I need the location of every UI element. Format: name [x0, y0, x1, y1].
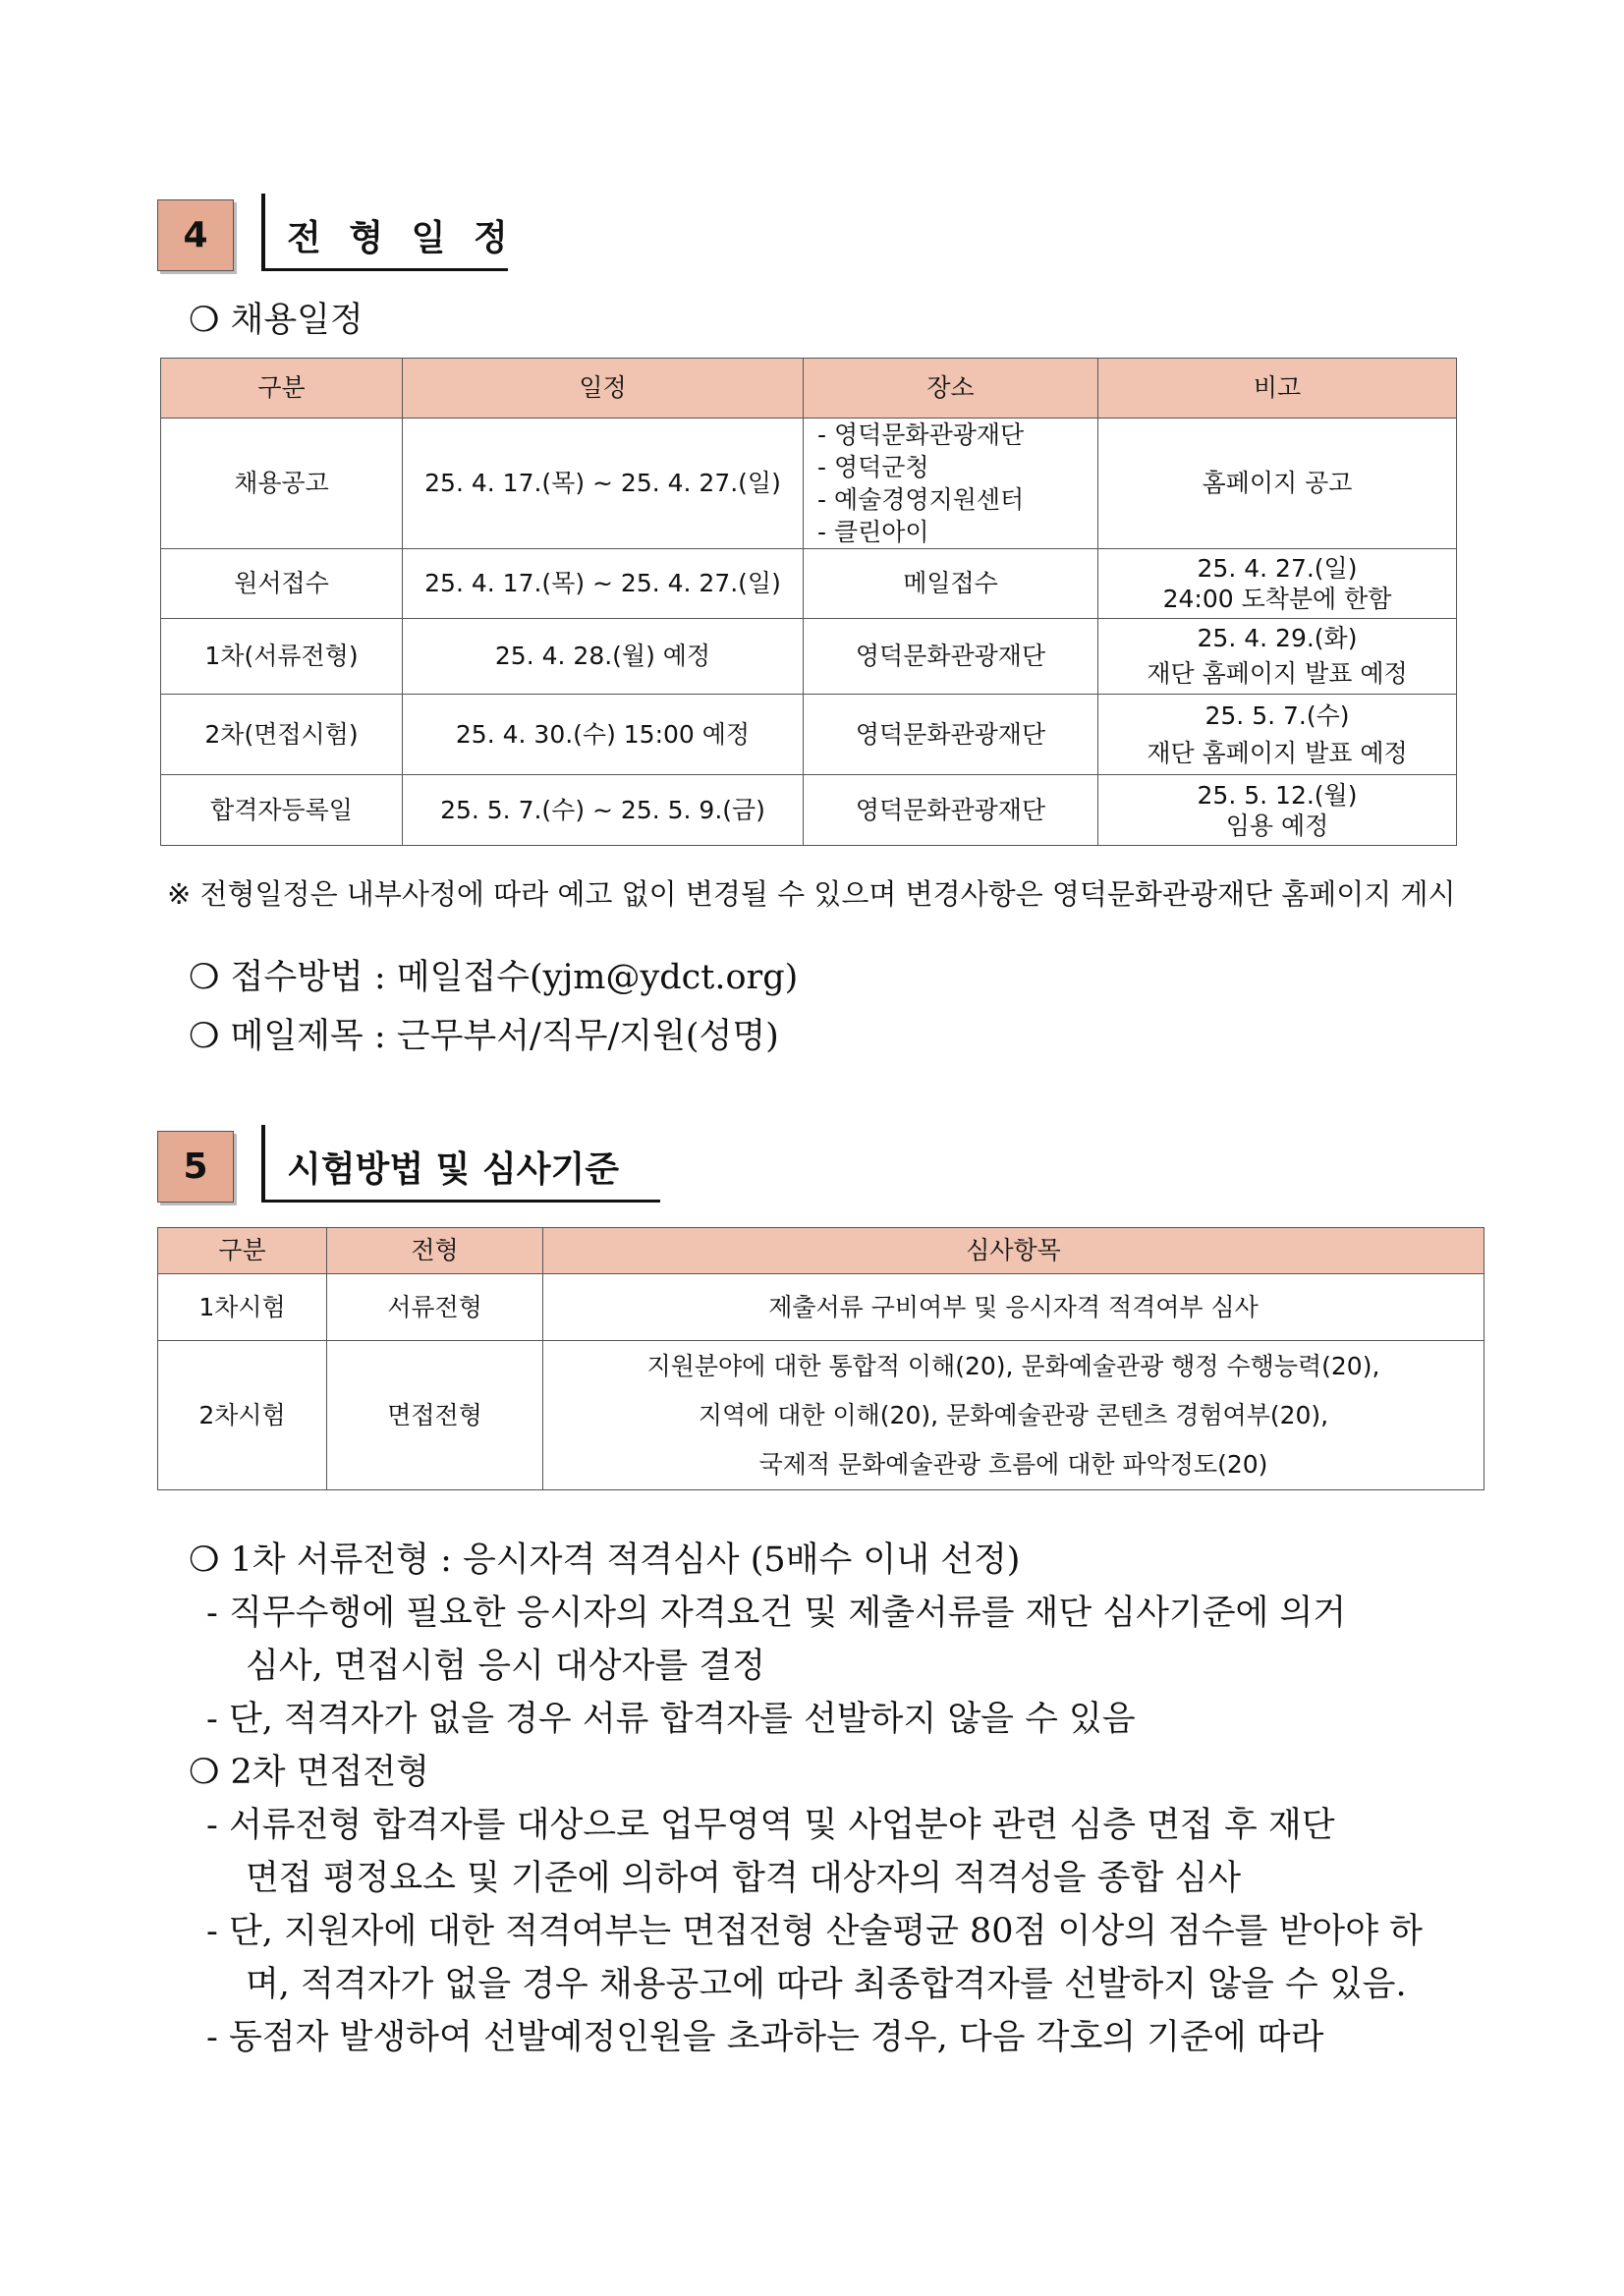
- schedule-note: [1098, 549, 1457, 619]
- note-line: 재단 홈페이지 발표 예정: [1147, 659, 1408, 688]
- note-line: 25. 5. 7.(수): [1204, 700, 1350, 730]
- schedule-category: 1차(서류전형): [161, 619, 403, 695]
- first-screening-note: - 단, 적격자가 없을 경우 서류 합격자를 선발하지 않을 수 있음: [206, 1700, 1136, 1739]
- schedule-place: 영덕문화관광재단: [804, 695, 1098, 775]
- section-4-title-underline: [261, 268, 508, 271]
- note-line: 임용 예정: [1225, 811, 1329, 840]
- schedule-note: [1098, 419, 1457, 549]
- evaluation-type: 면접전형: [327, 1341, 543, 1490]
- section-4-title: 전 형 일 정: [287, 218, 516, 258]
- schedule-note: [1098, 775, 1457, 846]
- place-line: - 클린아이: [817, 518, 929, 546]
- schedule-note: [1098, 619, 1457, 695]
- schedule-place: 영덕문화관광재단: [804, 775, 1098, 846]
- table-row: [161, 619, 1457, 695]
- schedule-header-place: 장소: [804, 359, 1098, 419]
- first-screening-detail: - 직무수행에 필요한 응시자의 자격요건 및 제출서류를 재단 심사기준에 의거: [206, 1594, 1347, 1633]
- application-method: ❍ 접수방법 : 메일접수(yjm@ydct.org): [189, 958, 799, 997]
- evaluation-table: [157, 1227, 1484, 1490]
- schedule-header-note: 비고: [1098, 359, 1457, 419]
- interview-detail: - 서류전형 합격자를 대상으로 업무영역 및 사업분야 관련 심층 면접 후 재단: [206, 1806, 1335, 1845]
- schedule-date: 25. 5. 7.(수) ~ 25. 5. 9.(금): [403, 775, 804, 846]
- schedule-place: 메일접수: [804, 549, 1098, 619]
- schedule-table: [160, 358, 1457, 846]
- interview-pass-criteria: - 단, 지원자에 대한 적격여부는 면접전형 산술평균 80점 이상의 점수를 받아야 하: [206, 1912, 1423, 1951]
- section-4-title-vertical-bar: [261, 194, 265, 271]
- schedule-place: [804, 419, 1098, 549]
- note-line: 홈페이지 공고: [1202, 469, 1353, 497]
- evaluation-item-line: 지원분야에 대한 통합적 이해(20), 문화예술관광 행정 수행능력(20),: [646, 1351, 1380, 1380]
- place-line: - 영덕군청: [817, 453, 929, 481]
- schedule-place: 영덕문화관광재단: [804, 619, 1098, 695]
- note-line: 24:00 도착분에 한함: [1162, 585, 1392, 613]
- schedule-date: 25. 4. 17.(목) ~ 25. 4. 27.(일): [403, 419, 804, 549]
- evaluation-category: 2차시험: [158, 1341, 327, 1490]
- schedule-header-category: 구분: [161, 359, 403, 419]
- section-5-number: 5: [157, 1131, 234, 1203]
- evaluation-item-line: 국제적 문화예술관광 흐름에 대한 파악정도(20): [758, 1449, 1268, 1479]
- evaluation-header-items: 심사항목: [543, 1228, 1484, 1274]
- interview-pass-criteria-cont: 며, 적격자가 없을 경우 채용공고에 따라 최종합격자를 선발하지 않을 수 있음.: [246, 1965, 1407, 2004]
- schedule-category: 원서접수: [161, 549, 403, 619]
- schedule-date: 25. 4. 28.(월) 예정: [403, 619, 804, 695]
- table-row: [161, 419, 1457, 549]
- evaluation-category: 1차시험: [158, 1274, 327, 1341]
- section-5-title-underline: [261, 1200, 660, 1203]
- evaluation-header-category: 구분: [158, 1228, 327, 1274]
- table-row: [161, 549, 1457, 619]
- schedule-note: [1098, 695, 1457, 775]
- table-row: [158, 1274, 1484, 1341]
- note-line: 25. 4. 29.(화): [1197, 624, 1358, 652]
- table-row: [158, 1341, 1484, 1490]
- note-line: 재단 홈페이지 발표 예정: [1147, 738, 1408, 767]
- place-line: - 영덕문화관광재단: [817, 420, 1025, 449]
- schedule-category: 채용공고: [161, 419, 403, 549]
- place-line: - 예술경영지원센터: [817, 485, 1025, 514]
- first-screening-heading: ❍ 1차 서류전형 : 응시자격 적격심사 (5배수 이내 선정): [189, 1540, 1021, 1580]
- section-5-title-vertical-bar: [261, 1125, 265, 1203]
- schedule-date: 25. 4. 30.(수) 15:00 예정: [403, 695, 804, 775]
- schedule-footnote: ※ 전형일정은 내부사정에 따라 예고 없이 변경될 수 있으며 변경사항은 영덕문화관광재단 홈페이지 게시: [167, 877, 1456, 911]
- table-row: [161, 695, 1457, 775]
- schedule-category: 합격자등록일: [161, 775, 403, 846]
- evaluation-item-line: 지역에 대한 이해(20), 문화예술관광 콘텐츠 경험여부(20),: [698, 1400, 1329, 1429]
- schedule-header-date: 일정: [403, 359, 804, 419]
- evaluation-items: [543, 1341, 1484, 1490]
- schedule-category: 2차(면접시험): [161, 695, 403, 775]
- section-4-number: 4: [157, 199, 234, 271]
- evaluation-items: 제출서류 구비여부 및 응시자격 적격여부 심사: [543, 1274, 1484, 1341]
- mail-subject: ❍ 메일제목 : 근무부서/직무/지원(성명): [189, 1017, 779, 1056]
- first-screening-detail-cont: 심사, 면접시험 응시 대상자를 결정: [246, 1647, 765, 1686]
- schedule-date: 25. 4. 17.(목) ~ 25. 4. 27.(일): [403, 549, 804, 619]
- interview-heading: ❍ 2차 면접전형: [189, 1753, 429, 1792]
- tie-rule: - 동점자 발생하여 선발예정인원을 초과하는 경우, 다음 각호의 기준에 따라: [206, 2018, 1324, 2057]
- interview-detail-cont: 면접 평정요소 및 기준에 의하여 합격 대상자의 적격성을 종합 심사: [246, 1859, 1242, 1898]
- recruit-schedule-heading: ❍ 채용일정: [189, 301, 364, 340]
- section-5-title: 시험방법 및 심사기준: [287, 1149, 620, 1190]
- evaluation-header-type: 전형: [327, 1228, 543, 1274]
- note-line: 25. 5. 12.(월): [1197, 780, 1358, 810]
- table-row: [161, 775, 1457, 846]
- evaluation-type: 서류전형: [327, 1274, 543, 1341]
- note-line: 25. 4. 27.(일): [1197, 554, 1358, 583]
